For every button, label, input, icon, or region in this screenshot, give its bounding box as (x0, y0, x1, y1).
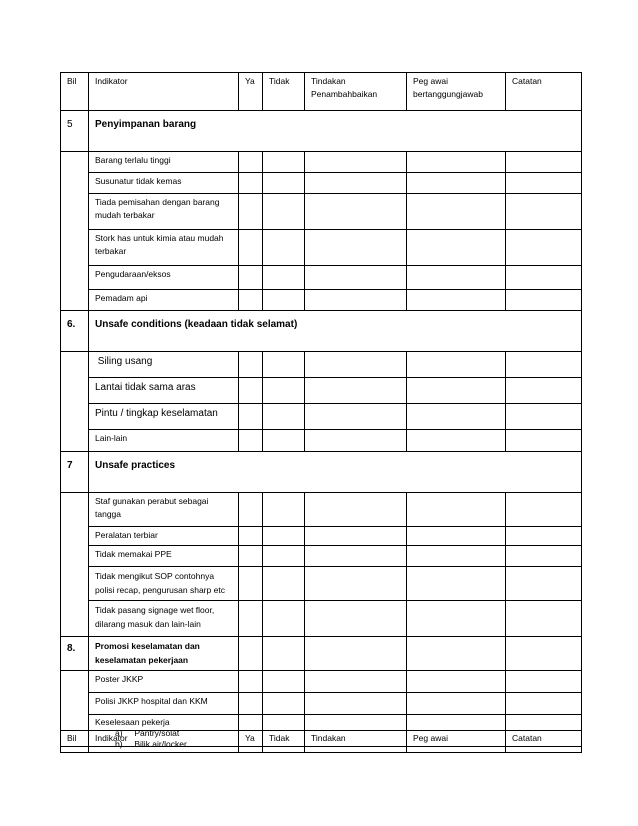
indicator-cell: Susunatur tidak kemas (89, 173, 239, 194)
tidak-cell[interactable] (263, 378, 305, 404)
table-row (61, 230, 582, 266)
inspection-checklist (60, 72, 581, 753)
pegawai-cell[interactable] (407, 493, 506, 527)
pegawai-cell[interactable] (407, 527, 506, 546)
tidak-cell[interactable] (263, 527, 305, 546)
catatan-cell[interactable] (506, 266, 582, 290)
catatan-cell[interactable] (506, 152, 582, 173)
ya-cell[interactable] (239, 230, 263, 266)
tindakan-cell[interactable] (305, 152, 407, 173)
tidak-cell[interactable] (263, 546, 305, 567)
table-row (61, 527, 582, 546)
header-tindakan: Tindakan Penambahbaikan (305, 73, 407, 111)
catatan-cell[interactable] (506, 601, 582, 637)
catatan-cell[interactable] (506, 404, 582, 430)
indicator-cell: Tidak pasang signage wet floor, dilarang masuk dan lain-lain (89, 601, 239, 637)
table-row (61, 173, 582, 194)
pegawai-cell[interactable] (407, 378, 506, 404)
ya-cell[interactable] (239, 671, 263, 693)
table-row (61, 378, 582, 404)
tindakan-cell[interactable] (305, 527, 407, 546)
table-row (61, 290, 582, 311)
section-title: Promosi keselamatan dan keselamatan pekerjaan (89, 637, 239, 671)
pegawai-cell[interactable] (407, 601, 506, 637)
table-row (61, 671, 582, 693)
indicator-cell: Peralatan terbiar (89, 527, 239, 546)
ya-cell[interactable] (239, 173, 263, 194)
catatan-cell[interactable] (506, 527, 582, 546)
tindakan-cell[interactable] (305, 173, 407, 194)
catatan-cell[interactable] (506, 567, 582, 601)
pegawai-cell[interactable] (407, 693, 506, 715)
tindakan-cell[interactable] (305, 378, 407, 404)
footer-indikator: Indikator (89, 731, 239, 747)
pegawai-cell[interactable] (407, 152, 506, 173)
tindakan-cell[interactable] (305, 601, 407, 637)
pegawai-cell[interactable] (407, 173, 506, 194)
section-title: Unsafe practices (89, 452, 582, 493)
header-pegawai: Peg awai bertanggungjawab (407, 73, 506, 111)
ya-cell[interactable] (239, 546, 263, 567)
indicator-cell: Stork has untuk kimia atau mudah terbakar (89, 230, 239, 266)
tindakan-cell[interactable] (305, 493, 407, 527)
footer-pegawai: Peg awai (407, 731, 506, 747)
indicator-cell: Lantai tidak sama aras (89, 378, 239, 404)
catatan-cell[interactable] (506, 637, 582, 671)
ya-cell[interactable] (239, 693, 263, 715)
catatan-cell[interactable] (506, 194, 582, 230)
pegawai-cell[interactable] (407, 671, 506, 693)
header-tidak: Tidak (263, 73, 305, 111)
footer-tindakan: Tindakan (305, 731, 407, 747)
catatan-cell[interactable] (506, 493, 582, 527)
ya-cell[interactable] (239, 493, 263, 527)
table-row (61, 266, 582, 290)
ya-cell[interactable] (239, 567, 263, 601)
tindakan-cell[interactable] (305, 194, 407, 230)
tindakan-cell[interactable] (305, 290, 407, 311)
tidak-cell[interactable] (263, 493, 305, 527)
ya-cell[interactable] (239, 404, 263, 430)
indicator-cell: Poster JKKP (89, 671, 239, 693)
tindakan-cell[interactable] (305, 404, 407, 430)
ya-cell[interactable] (239, 194, 263, 230)
pegawai-cell[interactable] (407, 266, 506, 290)
tindakan-cell[interactable] (305, 352, 407, 378)
tindakan-cell[interactable] (305, 230, 407, 266)
tindakan-cell[interactable] (305, 266, 407, 290)
tindakan-cell[interactable] (305, 546, 407, 567)
footer-header (60, 730, 581, 747)
pegawai-cell[interactable] (407, 404, 506, 430)
pegawai-cell[interactable] (407, 352, 506, 378)
section-number: 8. (61, 637, 89, 671)
header-row (61, 73, 582, 111)
section-header (61, 311, 582, 352)
tidak-cell[interactable] (263, 290, 305, 311)
tindakan-cell[interactable] (305, 430, 407, 452)
tidak-cell[interactable] (263, 601, 305, 637)
tindakan-cell[interactable] (305, 671, 407, 693)
catatan-cell[interactable] (506, 546, 582, 567)
tindakan-cell[interactable] (305, 693, 407, 715)
catatan-cell[interactable] (506, 693, 582, 715)
tidak-cell[interactable] (263, 637, 305, 671)
indicator-cell: Pintu / tingkap keselamatan (89, 404, 239, 430)
section-title: Unsafe conditions (keadaan tidak selamat) (89, 311, 582, 352)
section-number: 6. (61, 311, 89, 352)
catatan-cell[interactable] (506, 671, 582, 693)
ya-cell[interactable] (239, 266, 263, 290)
header-bil: Bil (61, 73, 89, 111)
pegawai-cell[interactable] (407, 637, 506, 671)
tindakan-cell[interactable] (305, 637, 407, 671)
tidak-cell[interactable] (263, 352, 305, 378)
tidak-cell[interactable] (263, 567, 305, 601)
table-row (61, 194, 582, 230)
pegawai-cell[interactable] (407, 567, 506, 601)
pegawai-cell[interactable] (407, 194, 506, 230)
section-title: Penyimpanan barang (89, 111, 582, 152)
table-row (61, 601, 582, 637)
pegawai-cell[interactable] (407, 546, 506, 567)
indicator-cell: Staf gunakan perabut sebagai tangga (89, 493, 239, 527)
tidak-cell[interactable] (263, 173, 305, 194)
tidak-cell[interactable] (263, 194, 305, 230)
catatan-cell[interactable] (506, 352, 582, 378)
indicator-cell: Polisi JKKP hospital dan KKM (89, 693, 239, 715)
tidak-cell[interactable] (263, 693, 305, 715)
header-ya: Ya (239, 73, 263, 111)
indicator-cell: Keselesaan pekerja a) Pantry/solat b) Bilik air/locker (89, 715, 239, 753)
table-row (61, 352, 582, 378)
pegawai-cell[interactable] (407, 230, 506, 266)
table-row (61, 404, 582, 430)
tidak-cell[interactable] (263, 430, 305, 452)
header-indikator: Indikator (89, 73, 239, 111)
ya-cell[interactable] (239, 637, 263, 671)
section-header (61, 637, 582, 671)
indicator-cell: Lain-lain (89, 430, 239, 452)
tidak-cell[interactable] (263, 152, 305, 173)
table-row (61, 693, 582, 715)
footer-bil: Bil (61, 731, 89, 747)
table-row (61, 152, 582, 173)
catatan-cell[interactable] (506, 230, 582, 266)
table-row (61, 493, 582, 527)
ya-cell[interactable] (239, 378, 263, 404)
ya-cell[interactable] (239, 290, 263, 311)
section-number: 7 (61, 452, 89, 493)
header-catatan: Catatan (506, 73, 582, 111)
indicator-cell: Barang terlalu tinggi (89, 152, 239, 173)
indicator-cell: Tidak mengikut SOP contohnya polisi recap, pengurusan sharp etc (89, 567, 239, 601)
ya-cell[interactable] (239, 352, 263, 378)
indicator-cell: Tiada pemisahan dengan barang mudah terbakar (89, 194, 239, 230)
section-header (61, 452, 582, 493)
catatan-cell[interactable] (506, 378, 582, 404)
indicator-cell: Tidak memakai PPE (89, 546, 239, 567)
tidak-cell[interactable] (263, 230, 305, 266)
footer-tidak: Tidak (263, 731, 305, 747)
table-row (61, 567, 582, 601)
footer-row (61, 731, 582, 747)
ya-cell[interactable] (239, 430, 263, 452)
catatan-cell[interactable] (506, 173, 582, 194)
indicator-cell: Pengudaraan/eksos (89, 266, 239, 290)
pegawai-cell[interactable] (407, 290, 506, 311)
catatan-cell[interactable] (506, 430, 582, 452)
indicator-cell: Siling usang (89, 352, 239, 378)
footer-table (60, 730, 582, 747)
indicator-cell: Pemadam api (89, 290, 239, 311)
section-header (61, 111, 582, 152)
tindakan-cell[interactable] (305, 567, 407, 601)
ya-cell[interactable] (239, 601, 263, 637)
ya-cell[interactable] (239, 527, 263, 546)
tidak-cell[interactable] (263, 404, 305, 430)
table-row (61, 430, 582, 452)
catatan-cell[interactable] (506, 290, 582, 311)
checklist-table (60, 72, 582, 753)
tidak-cell[interactable] (263, 266, 305, 290)
ya-cell[interactable] (239, 152, 263, 173)
footer-ya: Ya (239, 731, 263, 747)
pegawai-cell[interactable] (407, 430, 506, 452)
tidak-cell[interactable] (263, 671, 305, 693)
section-number: 5 (61, 111, 89, 152)
table-row (61, 546, 582, 567)
footer-catatan: Catatan (506, 731, 582, 747)
